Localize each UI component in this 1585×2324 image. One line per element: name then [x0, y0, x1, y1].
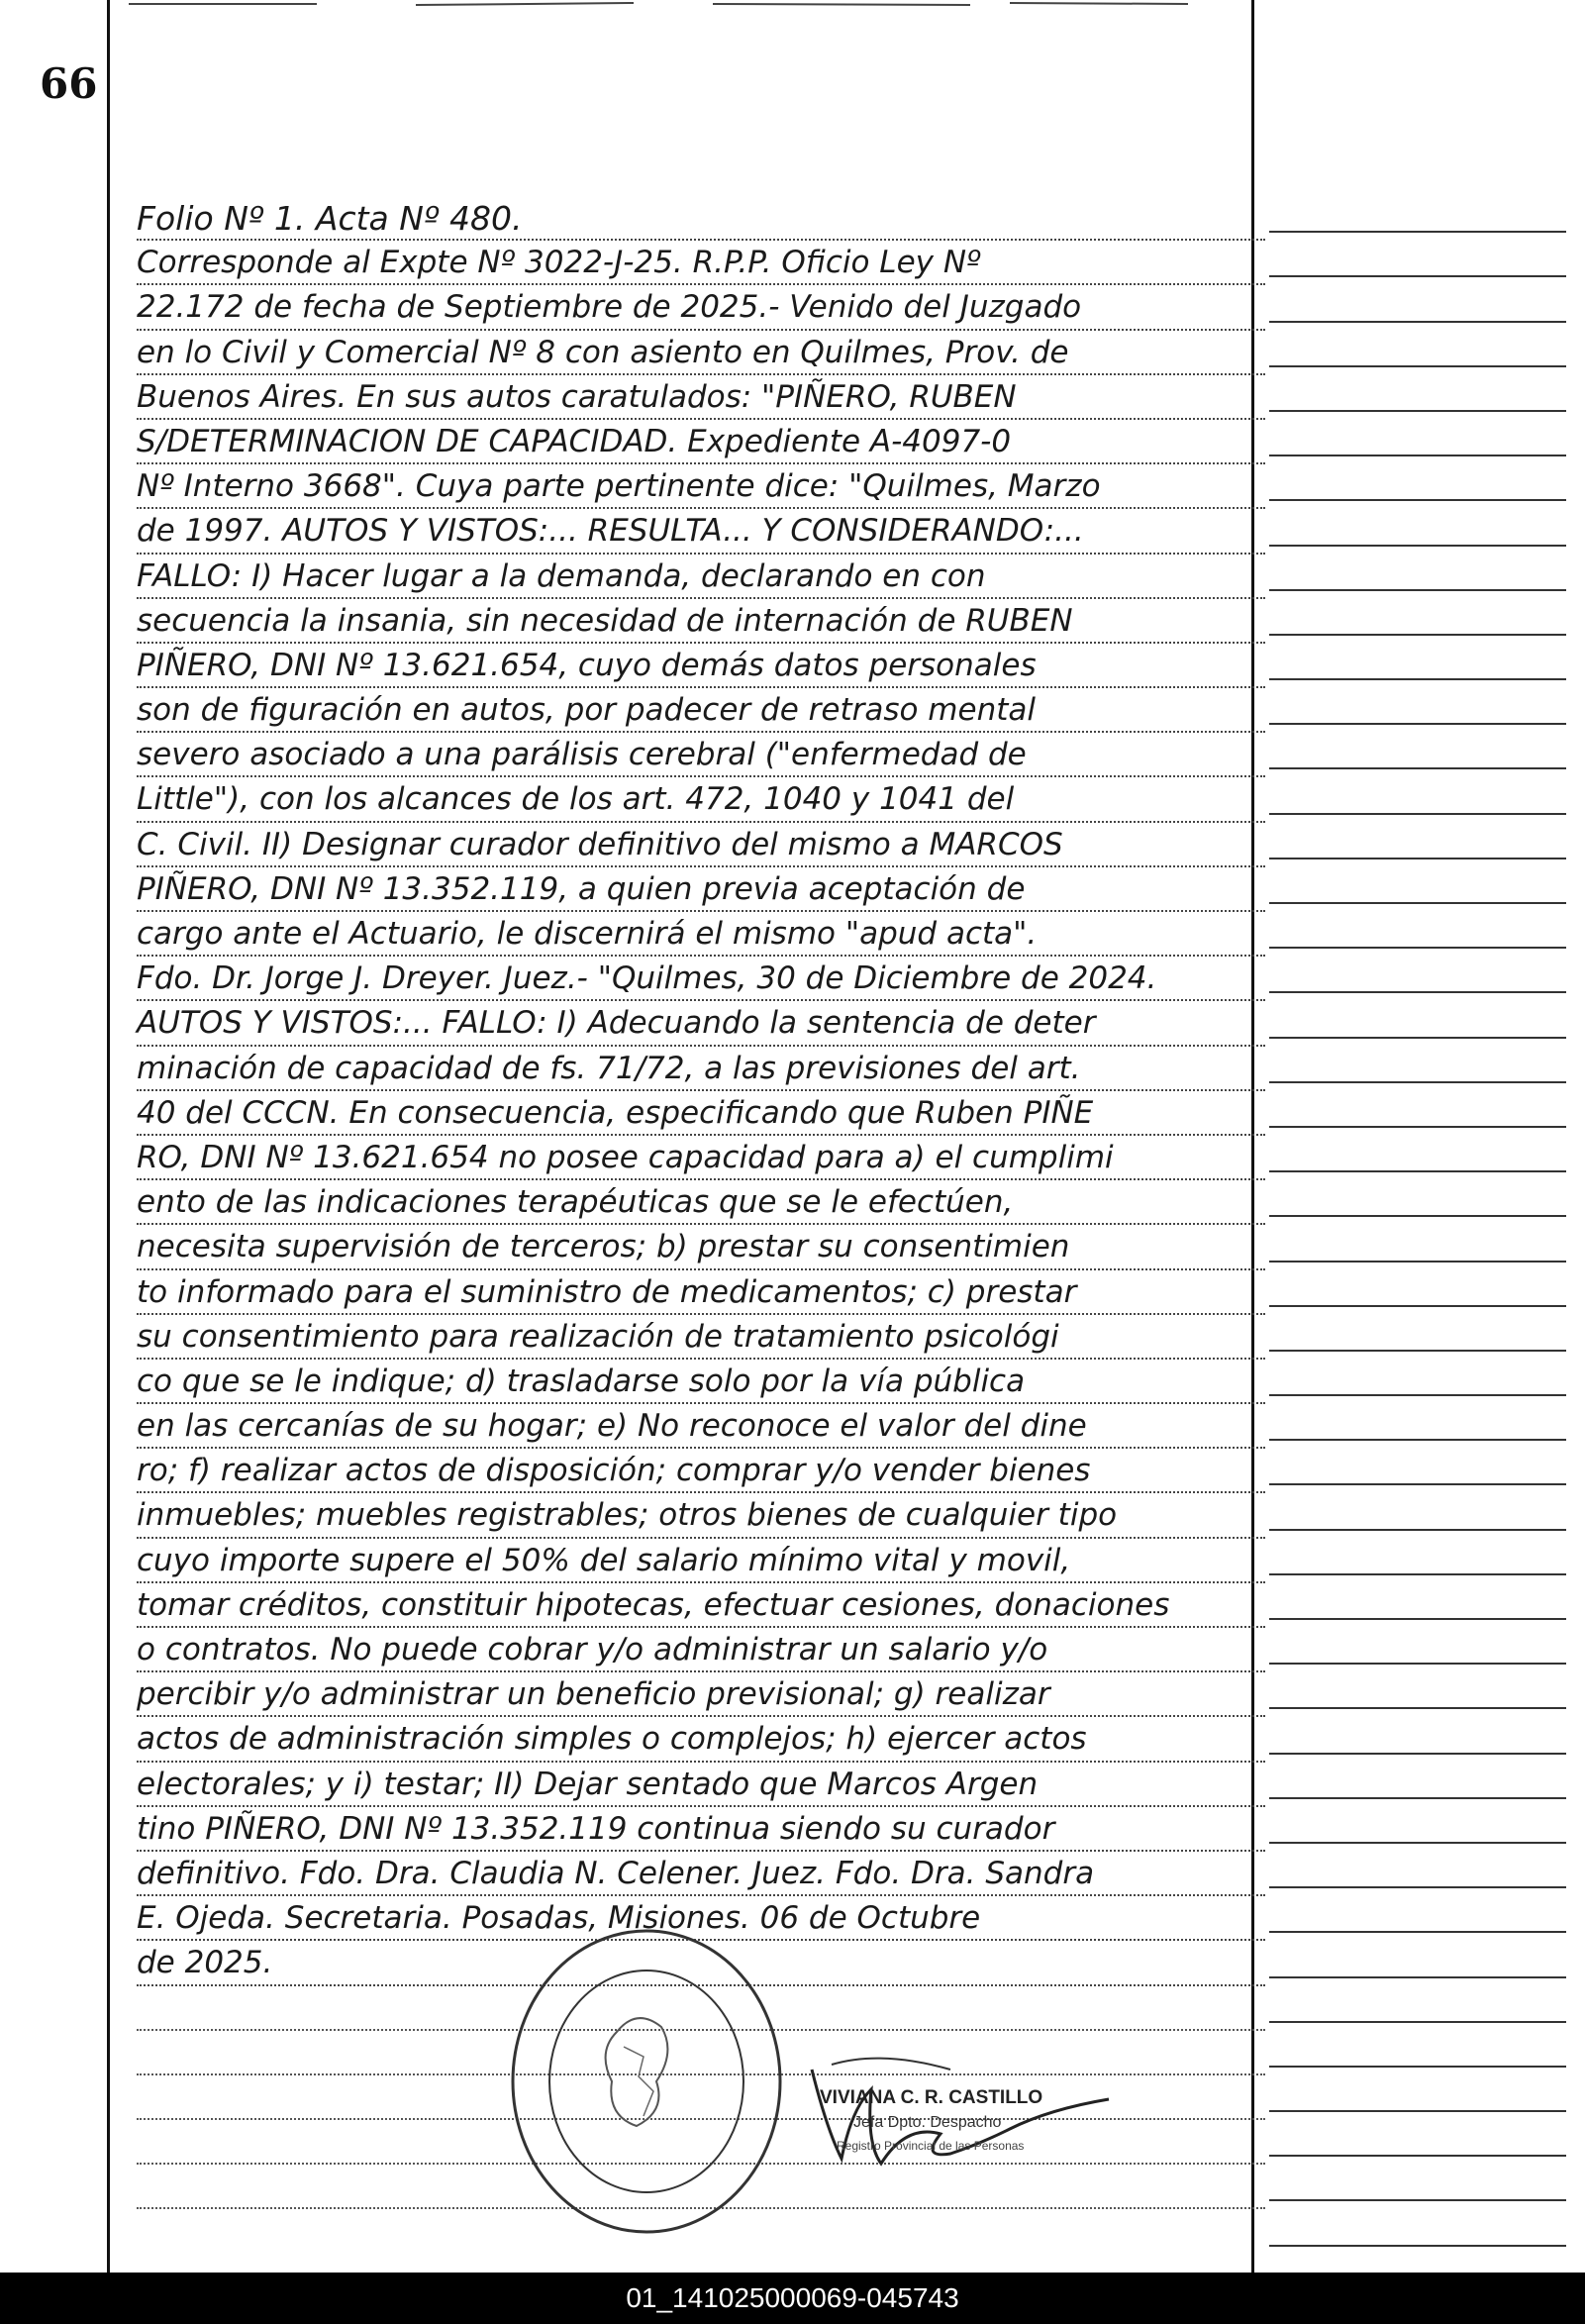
margin-rule — [1269, 680, 1566, 725]
margin-rule — [1269, 1485, 1566, 1530]
handwritten-line: RO, DNI Nº 13.621.654 no posee capacidad para a) el cumplimi — [137, 1136, 1265, 1180]
margin-rule — [1269, 1888, 1566, 1933]
handwritten-line: tino PIÑERO, DNI Nº 13.352.119 continua siendo su curador — [137, 1807, 1265, 1852]
margin-rule — [1269, 188, 1566, 233]
margin-rule — [1269, 1441, 1566, 1485]
handwritten-body — [137, 196, 1265, 2209]
margin-rule — [1269, 1396, 1566, 1441]
margin-rule — [1269, 636, 1566, 680]
margin-rule — [1269, 456, 1566, 501]
official-seal — [503, 1923, 790, 2240]
margin-rule — [1269, 859, 1566, 904]
handwritten-line: en las cercanías de su hogar; e) No reconoce el valor del dine — [137, 1404, 1265, 1449]
handwritten-line: son de figuración en autos, por padecer de retraso mental — [137, 688, 1265, 733]
margin-rule — [1269, 1307, 1566, 1352]
margin-rule — [1269, 1217, 1566, 1262]
margin-rule — [1269, 904, 1566, 949]
handwritten-line: Buenos Aires. En sus autos caratulados: "PIÑERO, RUBEN — [137, 375, 1265, 420]
margin-rule — [1269, 1933, 1566, 1977]
margin-rule — [1269, 1172, 1566, 1217]
signer-subtitle: Registro Provincial de las Personas — [837, 2139, 1025, 2153]
handwritten-line: co que se le indique; d) trasladarse solo por la vía pública — [137, 1360, 1265, 1404]
handwritten-line: C. Civil. II) Designar curador definitivo del mismo a MARCOS — [137, 823, 1265, 867]
handwritten-line: o contratos. No puede cobrar y/o administrar un salario y/o — [137, 1628, 1265, 1672]
handwritten-line: percibir y/o administrar un beneficio previsional; g) realizar — [137, 1672, 1265, 1717]
handwritten-line: Little"), con los alcances de los art. 472, 1040 y 1041 del — [137, 777, 1265, 822]
margin-rule — [1269, 1039, 1566, 1083]
margin-rule — [1269, 1844, 1566, 1888]
signer-title: Jefa Dpto. Despacho — [853, 2114, 1002, 2131]
margin-rule — [1269, 815, 1566, 859]
page-number: 66 — [40, 59, 98, 108]
margin-rule — [1269, 591, 1566, 636]
handwritten-line: S/DETERMINACION DE CAPACIDAD. Expediente A-4097-0 — [137, 420, 1265, 464]
margin-rule — [1269, 1128, 1566, 1172]
handwritten-line: 40 del CCCN. En consecuencia, especificando que Ruben PIÑE — [137, 1091, 1265, 1136]
margin-rule — [1269, 277, 1566, 322]
handwritten-line: FALLO: I) Hacer lugar a la demanda, declarando en con — [137, 555, 1265, 599]
margin-rule — [1269, 725, 1566, 769]
handwritten-line: de 1997. AUTOS Y VISTOS:... RESULTA... Y CONSIDERANDO:... — [137, 509, 1265, 554]
margin-rule — [1269, 1531, 1566, 1575]
handwritten-line: Corresponde al Expte Nº 3022-J-25. R.P.P. Oficio Ley Nº — [137, 241, 1265, 285]
margin-rule — [1269, 367, 1566, 412]
left-margin-line — [107, 0, 110, 2273]
margin-rule — [1269, 1799, 1566, 1844]
handwritten-line: ento de las indicaciones terapéuticas que se le efectúen, — [137, 1180, 1265, 1225]
margin-rule — [1269, 2157, 1566, 2201]
margin-rule — [1269, 1263, 1566, 1307]
handwritten-line: cargo ante el Actuario, le discernirá el mismo "apud acta". — [137, 912, 1265, 957]
handwritten-line: en lo Civil y Comercial Nº 8 con asiento en Quilmes, Prov. de — [137, 331, 1265, 375]
margin-ruled-lines — [1269, 188, 1566, 2247]
handwritten-line: Folio Nº 1. Acta Nº 480. — [137, 196, 1265, 241]
margin-rule — [1269, 2068, 1566, 2112]
handwritten-line: tomar créditos, constituir hipotecas, efectuar cesiones, donaciones — [137, 1583, 1265, 1628]
margin-rule — [1269, 412, 1566, 456]
margin-rule — [1269, 769, 1566, 814]
margin-rule — [1269, 233, 1566, 277]
handwritten-line: inmuebles; muebles registrables; otros bienes de cualquier tipo — [137, 1493, 1265, 1538]
margin-rule — [1269, 1978, 1566, 2023]
handwritten-line: actos de administración simples o complejos; h) ejercer actos — [137, 1717, 1265, 1762]
handwritten-line: ro; f) realizar actos de disposición; comprar y/o vender bienes — [137, 1449, 1265, 1493]
top-edge-marks — [119, 0, 1238, 8]
handwritten-line: PIÑERO, DNI Nº 13.621.654, cuyo demás datos personales — [137, 644, 1265, 688]
handwritten-line: AUTOS Y VISTOS:... FALLO: I) Adecuando la sentencia de deter — [137, 1001, 1265, 1046]
margin-rule — [1269, 2023, 1566, 2068]
handwritten-line: minación de capacidad de fs. 71/72, a las previsiones del art. — [137, 1047, 1265, 1091]
document-id-footer: 01_141025000069-045743 — [0, 2273, 1585, 2324]
margin-rule — [1269, 1665, 1566, 1709]
handwritten-line: Nº Interno 3668". Cuya parte pertinente dice: "Quilmes, Marzo — [137, 464, 1265, 509]
margin-rule — [1269, 1575, 1566, 1620]
handwritten-line: Fdo. Dr. Jorge J. Dreyer. Juez.- "Quilmes, 30 de Diciembre de 2024. — [137, 957, 1265, 1001]
margin-rule — [1269, 2201, 1566, 2246]
handwritten-line: severo asociado a una parálisis cerebral ("enfermedad de — [137, 733, 1265, 777]
handwritten-line: necesita supervisión de terceros; b) prestar su consentimien — [137, 1225, 1265, 1269]
handwritten-line: de 2025. — [137, 1941, 1265, 1985]
handwritten-line: cuyo importe supere el 50% del salario mínimo vital y movil, — [137, 1539, 1265, 1583]
margin-rule — [1269, 1709, 1566, 1754]
margin-rule — [1269, 1755, 1566, 1799]
handwritten-line: to informado para el suministro de medicamentos; c) prestar — [137, 1270, 1265, 1315]
handwritten-line: electorales; y i) testar; II) Dejar sentado que Marcos Argen — [137, 1763, 1265, 1807]
margin-rule — [1269, 1352, 1566, 1396]
signer-name: VIVIANA C. R. CASTILLO — [820, 2087, 1043, 2108]
margin-rule — [1269, 547, 1566, 591]
handwritten-line: definitivo. Fdo. Dra. Claudia N. Celener. Juez. Fdo. Dra. Sandra — [137, 1852, 1265, 1896]
handwritten-line: E. Ojeda. Secretaria. Posadas, Misiones. 06 de Octubre — [137, 1896, 1265, 1941]
handwritten-line: PIÑERO, DNI Nº 13.352.119, a quien previa aceptación de — [137, 867, 1265, 912]
handwritten-line: secuencia la insania, sin necesidad de internación de RUBEN — [137, 599, 1265, 644]
margin-rule — [1269, 993, 1566, 1038]
margin-rule — [1269, 949, 1566, 993]
handwritten-line: su consentimiento para realización de tratamiento psicológi — [137, 1315, 1265, 1360]
margin-rule — [1269, 501, 1566, 546]
margin-rule — [1269, 2112, 1566, 2157]
margin-rule — [1269, 323, 1566, 367]
handwritten-line: 22.172 de fecha de Septiembre de 2025.- Venido del Juzgado — [137, 285, 1265, 330]
margin-rule — [1269, 1083, 1566, 1128]
margin-rule — [1269, 1620, 1566, 1665]
